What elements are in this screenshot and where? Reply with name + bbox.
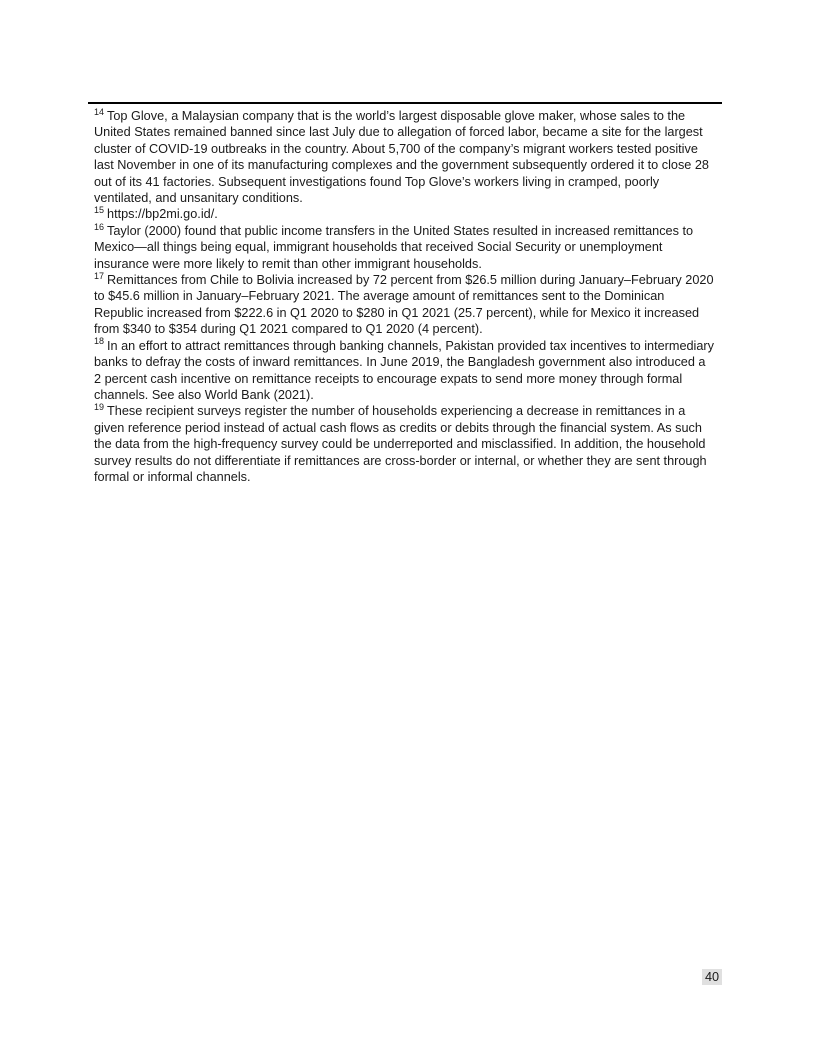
footnote-15 — [94, 206, 716, 222]
footnote-14-text: Top Glove, a Malaysian company that is the world’s largest disposable glove maker, whose sales to the United States remained banned since last July due to allegation of forced labor, became a site for the largest cluster of COVID-19 outbreaks in the country. About 5,700 of the company’s migrant workers tested positive last November in one of its manufacturing complexes and the government subsequently ordered it to close 28 out of its 41 factories. Subsequent investigations found Top Glove’s workers living in cramped, poorly ventilated, and unsanitary conditions. — [94, 109, 709, 206]
footnote-19 — [94, 403, 716, 485]
footnote-16-text: Taylor (2000) found that public income transfers in the United States resulted in increased remittances to Mexico—all things being equal, immigrant households that received Social Security or unemployment insurance were more likely to remit than other immigrant households. — [94, 223, 694, 271]
footnote-17-marker: 17 — [94, 270, 105, 281]
footnote-18 — [94, 338, 716, 404]
footnote-15-text: https://bp2mi.go.id/. — [107, 207, 218, 222]
footnotes-section — [94, 108, 716, 485]
footnote-16 — [94, 223, 716, 272]
footnote-17 — [94, 272, 716, 338]
footnote-14-marker: 14 — [94, 106, 105, 117]
footnote-separator-line — [88, 102, 722, 104]
footnote-19-marker: 19 — [94, 402, 105, 413]
footnote-14 — [94, 108, 716, 206]
footnote-16-marker: 16 — [94, 221, 105, 232]
footnote-17-text: Remittances from Chile to Bolivia increased by 72 percent from $26.5 million during January–February 2020 to $45.6 million in January–February 2021. The average amount of remittances sent to the Dominican Republic increased from $222.6 in Q1 2020 to $280 in Q1 2021 (25.7 percent), while for Mexico it increased from $340 to $354 during Q1 2021 compared to Q1 2020 (4 percent). — [94, 273, 714, 337]
footnote-15-marker: 15 — [94, 205, 105, 216]
footnote-18-marker: 18 — [94, 336, 105, 347]
page-number: 40 — [702, 969, 722, 985]
footnote-18-text: In an effort to attract remittances through banking channels, Pakistan provided tax incentives to intermediary banks to defray the costs of inward remittances. In June 2019, the Bangladesh government also introduced a 2 percent cash incentive on remittance receipts to encourage expats to send more money through formal channels. See also World Bank (2021). — [94, 338, 715, 402]
footnote-19-text: These recipient surveys register the number of households experiencing a decrease in remittances in a given reference period instead of actual cash flows as credits or debits through the financial system. As such the data from the high-frequency survey could be underreported and misclassified. In addition, the household survey results do not differentiate if remittances are cross-border or internal, or whether they are sent through formal or informal channels. — [94, 404, 707, 484]
